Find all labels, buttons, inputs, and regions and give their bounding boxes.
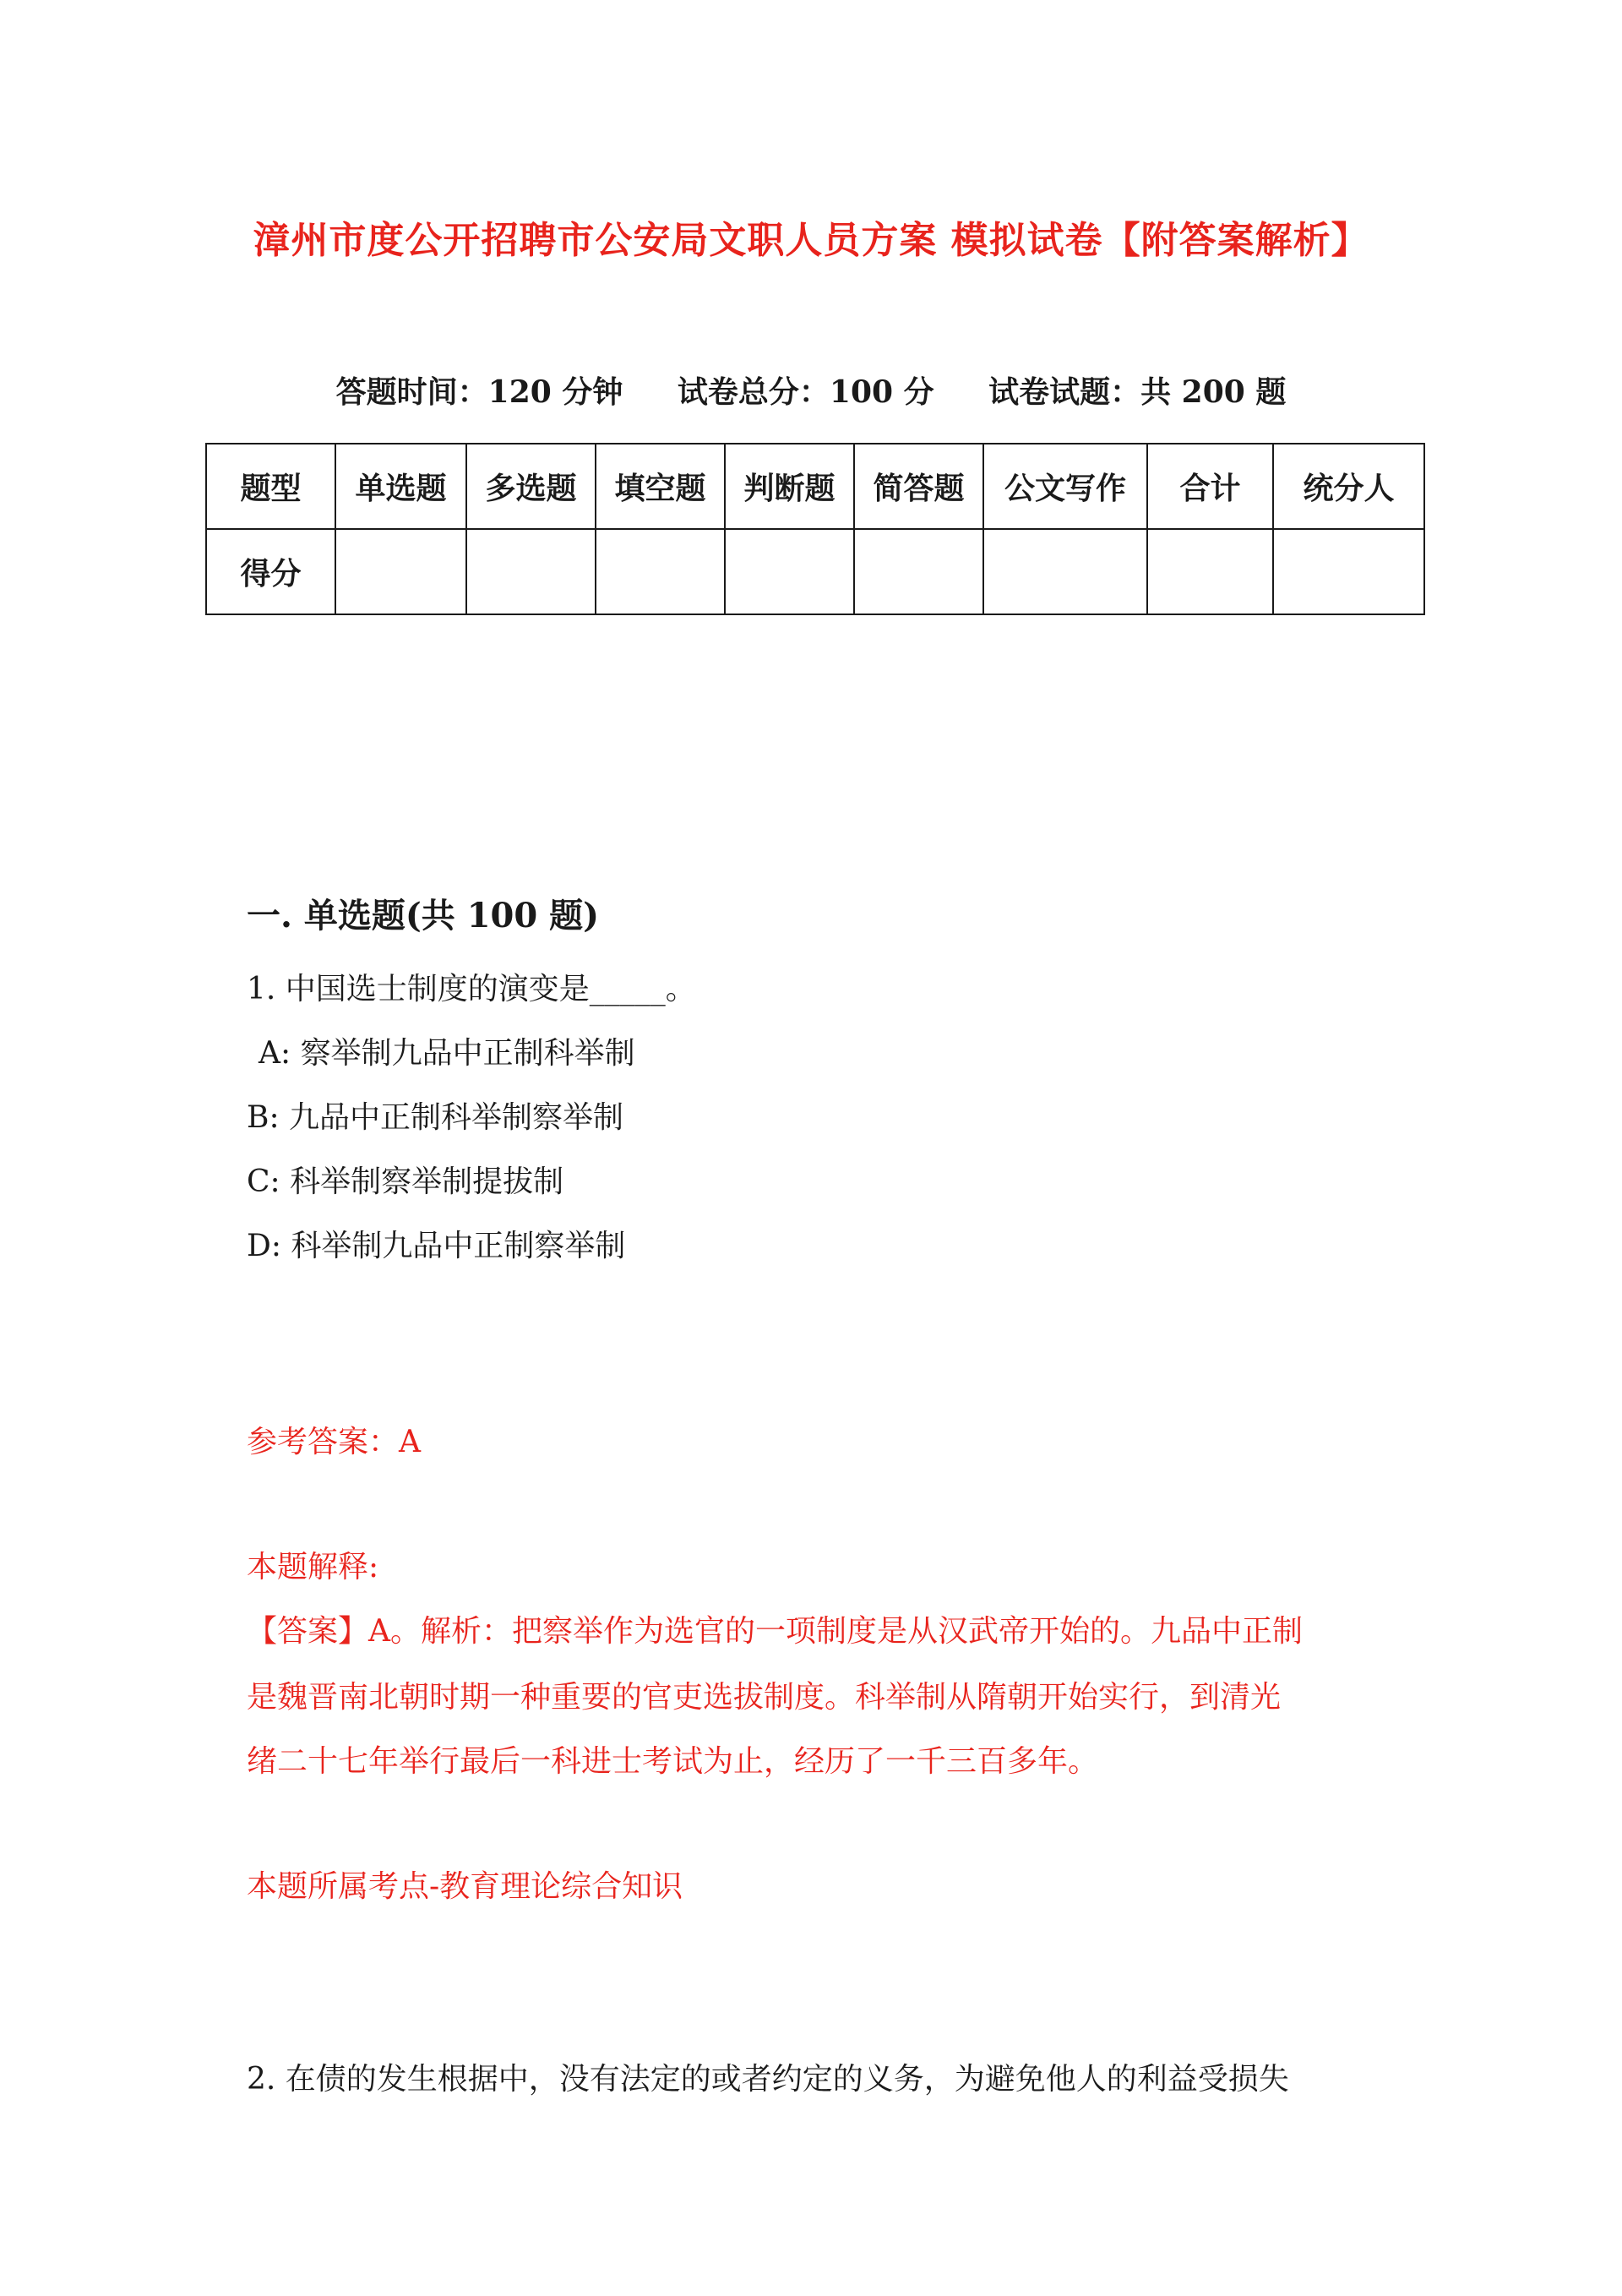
header-cell-short-answer: 简答题 (854, 444, 983, 529)
exam-info (0, 368, 1622, 412)
question-2-stem: 2. 在债的发生根据中，没有法定的或者约定的义务，为避免他人的利益受损失 (247, 2062, 1289, 2097)
score-table-score-row (206, 529, 1424, 614)
section-heading: 一. 单选题(共 100 题) (247, 896, 600, 935)
question-1-answer: 参考答案：A (247, 1425, 421, 1459)
score-cell (1147, 529, 1273, 614)
question-1-knowledge-point: 本题所属考点-教育理论综合知识 (247, 1869, 683, 1904)
score-cell (983, 529, 1147, 614)
score-row-label: 得分 (206, 529, 335, 614)
document-title: 漳州市度公开招聘市公安局文职人员方案 模拟试卷【附答案解析】 (253, 219, 1369, 262)
question-1-explanation-label: 本题解释: (247, 1550, 379, 1584)
question-1-option-a: A: 察举制九品中正制科举制 (259, 1036, 635, 1071)
exam-question-count: 试卷试题：共 200 题 (988, 374, 1287, 410)
header-cell-single-choice: 单选题 (335, 444, 466, 529)
score-cell (725, 529, 854, 614)
question-1-explanation-line: 绪二十七年举行最后一科进士考试为止，经历了一千三百多年。 (247, 1744, 1099, 1779)
score-cell (335, 529, 466, 614)
score-cell (854, 529, 983, 614)
header-cell-true-false: 判断题 (725, 444, 854, 529)
score-cell (466, 529, 596, 614)
header-cell-multi-choice: 多选题 (466, 444, 596, 529)
question-1-option-b: B: 九品中正制科举制察举制 (247, 1100, 624, 1135)
exam-time: 答题时间：120 分钟 (335, 374, 623, 410)
question-1-option-d: D: 科举制九品中正制察举制 (247, 1229, 626, 1263)
question-1-option-c: C: 科举制察举制提拔制 (247, 1164, 564, 1199)
score-table-header-row (206, 444, 1424, 529)
exam-total-score: 试卷总分：100 分 (677, 374, 934, 410)
score-table (205, 443, 1425, 615)
header-cell-fill-blank: 填空题 (596, 444, 725, 529)
question-1-explanation-line: 【答案】A。解析：把察举作为选官的一项制度是从汉武帝开始的。九品中正制 (247, 1614, 1303, 1649)
score-cell (1273, 529, 1424, 614)
score-cell (596, 529, 725, 614)
header-cell-scorer: 统分人 (1273, 444, 1424, 529)
question-1-stem: 1. 中国选士制度的演变是_____。 (247, 972, 696, 1006)
header-cell-type: 题型 (206, 444, 335, 529)
header-cell-total: 合计 (1147, 444, 1273, 529)
header-cell-official-writing: 公文写作 (983, 444, 1147, 529)
question-1-explanation-line: 是魏晋南北朝时期一种重要的官吏选拔制度。科举制从隋朝开始实行，到清光 (247, 1680, 1282, 1715)
